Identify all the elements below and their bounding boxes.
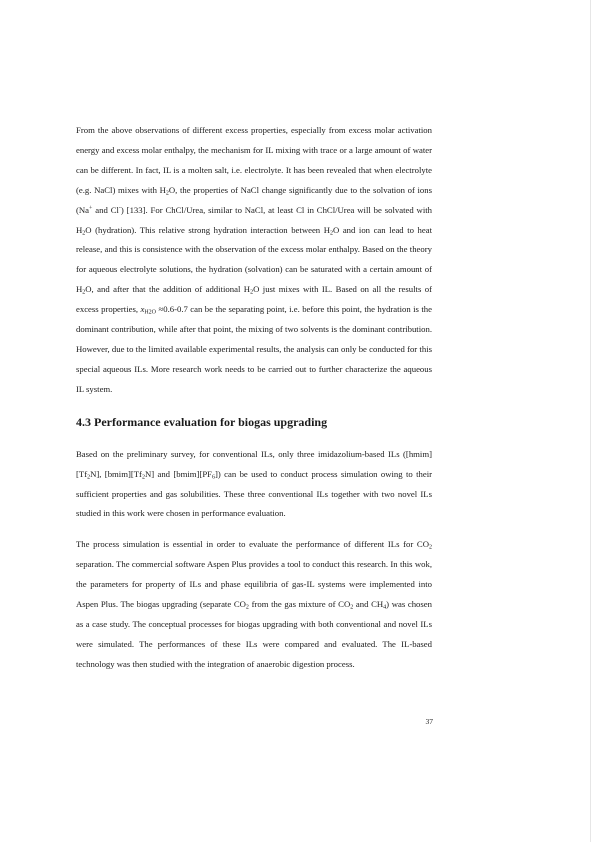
text-run: The process simulation is essential in order to evaluate the performance of different ILs for CO: [76, 539, 429, 550]
page-body: [76, 121, 432, 675]
paragraph-excess-properties: [76, 121, 432, 400]
text-run: O just mixes with IL. Based on all the results of excess properties,: [76, 284, 433, 315]
subscript: 2: [245, 604, 249, 611]
subscript: H2O: [144, 309, 157, 316]
subscript: 2: [87, 474, 91, 481]
subscript: 2: [82, 230, 86, 237]
subscript: 2: [350, 604, 354, 611]
text-run: O, and after that the addition of additional H: [85, 284, 251, 295]
paragraph-process-simulation: [76, 535, 432, 674]
math-symbol: x: [140, 304, 145, 315]
superscript: -: [118, 205, 121, 212]
text-run: and Cl: [92, 204, 119, 215]
superscript: +: [89, 205, 93, 212]
subscript: 4: [383, 604, 387, 611]
text-run: ) was chosen as a case study. The conceptual processes for biogas upgrading with both conventional and novel ILs were simulated. The performances of these ILs were compared and evaluated. The IL-based technology was then studied with the integration of anaerobic digestion process.: [76, 599, 432, 669]
text-run: O, the properties of NaCl change significantly due to the solvation of ions (Na: [76, 184, 433, 215]
text-run: ]) can be used to conduct process simulation owing to their sufficient properties and gas solubilities. These three conventional ILs together with two novel ILs studied in this work were chosen in performance evaluation.: [76, 468, 432, 519]
paragraph-preliminary-survey: [76, 445, 432, 525]
text-run: from the gas mixture of CO: [248, 599, 351, 610]
page-edge: [590, 0, 591, 842]
text-run: O (hydration). This relative strong hydration interaction between H: [85, 224, 330, 235]
text-run: ) [133]. For ChCl/Urea, similar to NaCl, at least Cl in ChCl/Urea will be solvated with H: [76, 204, 432, 235]
text-run: N], [bmim][Tf: [90, 468, 142, 479]
text-run: From the above observations of different excess properties, especially from excess molar activation energy and excess molar enthalpy, the mechanism for IL mixing with trace or a large amount of water can be different. In fact, IL is a molten salt, i.e. electrolyte. It has been revealed that when electrolyte (e.g. NaCl) mixes with H: [76, 125, 432, 195]
subscript: 2: [429, 544, 432, 551]
subscript: 2: [82, 289, 86, 296]
text-run: Based on the preliminary survey, for conventional ILs, only three imidazolium-based ILs ([hmim][Tf: [76, 448, 432, 479]
subscript: 6: [212, 474, 216, 481]
text-run: separation. The commercial software Aspen Plus provides a tool to conduct this research. In this wok, the parameters for property of ILs and phase equilibria of gas-IL systems were implemented into Aspen Plus. The biogas upgrading (separate CO: [76, 559, 432, 610]
subscript: 2: [165, 190, 169, 197]
text-run: ≈0.6-0.7 can be the separating point, i.e. before this point, the hydration is the dominant contribution, while after that point, the mixing of two solvents is the dominant contribution. However, due to the limited available experimental results, the analysis can only be conducted for this special aqueous ILs. More research work needs to be carried out to further characterize the aqueous IL system.: [76, 304, 432, 394]
subscript: 2: [329, 230, 333, 237]
text-run: O and ion can lead to heat release, and this is consistence with the observation of the excess molar enthalpy. Based on the theory for aqueous electrolyte solutions, the hydration (solvation) can be saturated with a certain amount of H: [76, 224, 432, 295]
text-run: N] and [bmim][PF: [144, 468, 213, 479]
section-heading: 4.3 Performance evaluation for biogas upgrading: [76, 414, 328, 429]
subscript: 2: [250, 289, 254, 296]
page-number: 37: [425, 717, 433, 726]
text-run: and CH: [353, 599, 384, 610]
subscript: 2: [141, 474, 145, 481]
